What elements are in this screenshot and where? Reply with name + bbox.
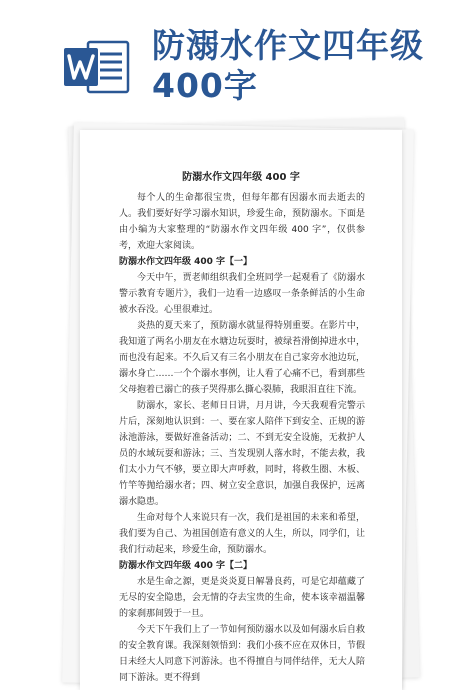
document-page (80, 130, 402, 690)
paragraph: 防溺水，家长、老师日日讲，月月讲，今天我观看完警示片后，深刻地认识到：一、要在家人陪伴下到安全、正规的游泳池游泳，要做好准备活动；二、不到无安全设施，无救护人员的水域玩耍和游泳；三、当发现别人落水时，不能去救，我们太小力气不够，要立即大声呼救，同时，将救生圈、木板、竹竿等抛给溺水者；四、树立安全意识，加强自我保护，远离溺水隐患。 (119, 401, 365, 507)
paragraph: 炎热的夏天来了，预防溺水就显得特别重要。在影片中，我知道了两名小朋友在水塘边玩耍时，被绿苔滑倒掉进水中，而也没有起来。不久后又有三名小朋友在自己家旁水池边玩，溺水身亡……一个个溺水事例，让人看了心痛不已，看到那些父母抱着已溺亡的孩子哭得那么撕心裂肺，我眼泪直往下流。 (119, 321, 365, 395)
section-heading: 防溺水作文四年级 400 字【一】 (119, 257, 253, 267)
paragraph: 生命对每个人来说只有一次，我们是祖国的未来和希望，我们要为自己、为祖国创造有意义的人生，所以，同学们，让我们行动起来，珍爱生命，预防溺水。 (119, 513, 365, 555)
paragraph: 今天下午我们上了一节如何预防溺水以及如何溺水后自救的安全教育课。我深刻领悟到：我们小孩不应在双休日，节假日未经大人同意下河游泳。也不得擅自与同伴结伴，无大人陪同下游泳。更不得到 (119, 625, 365, 683)
paragraph: 每个人的生命都很宝贵，但每年都有因溺水而去逝去的人。我们要好好学习溺水知识，珍爱生命，预防溺水。下面是由小编为大家整理的“防溺水作文四年级 400 字”，仅供参考，欢迎大家阅读。 (119, 193, 365, 251)
document-body (119, 190, 365, 686)
page-title: 防溺水作文四年级400字 (152, 26, 424, 105)
paragraph: 今天中午，贾老师组织我们全班同学一起观看了《防溺水警示教育专题片》，我们一边看一边感叹一条条鲜活的小生命被水吞没。心里很难过。 (119, 273, 365, 315)
document-title: 防溺水作文四年级 400 字 (182, 172, 300, 183)
section-heading: 防溺水作文四年级 400 字【二】 (119, 561, 253, 571)
paragraph: 水是生命之源，更是炎炎夏日解暑良药，可是它却蕴藏了无尽的安全隐患，会无情的夺去宝贵的生命，使本该幸福温馨的家刹那间毁于一旦。 (119, 577, 365, 619)
